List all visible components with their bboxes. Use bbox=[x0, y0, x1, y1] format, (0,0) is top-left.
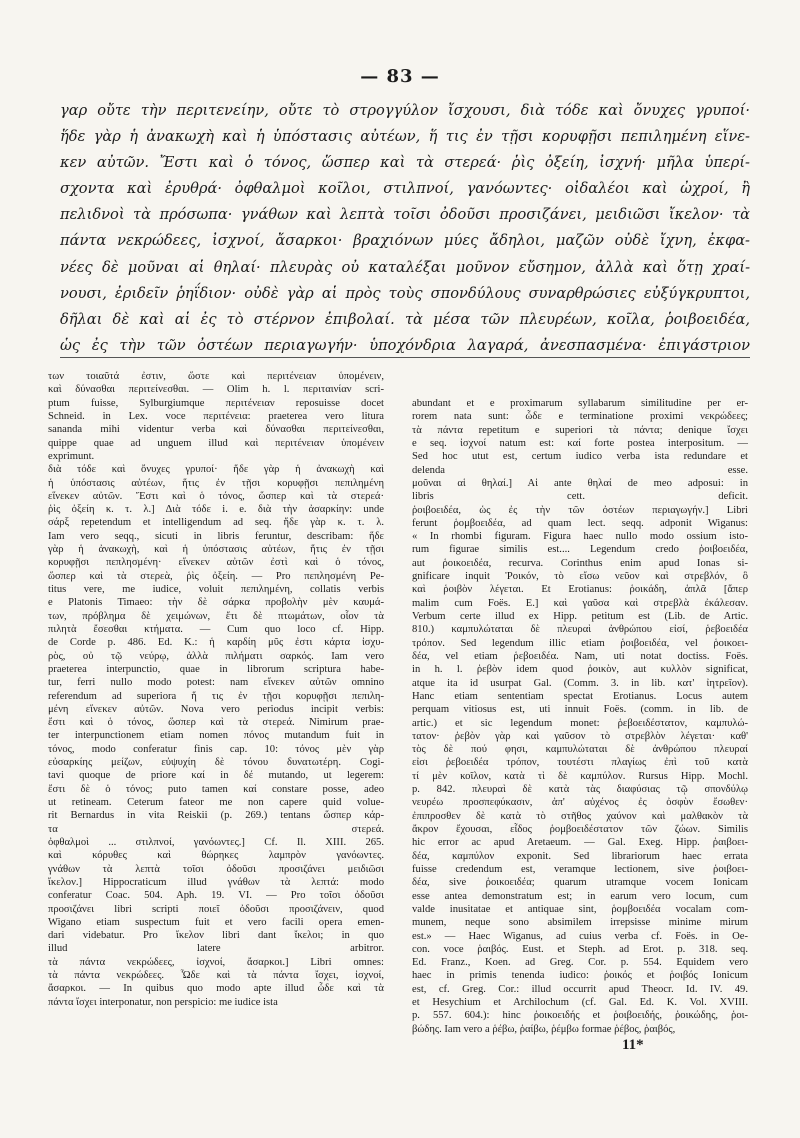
main-text-line: δῆλαι δὲ καὶ αἱ ἐς τὸ στέρνον ἐπιβολαί. τὰ μέσα τῶν πλευρέων, κοῖλα, ῥοιβοειδέα, bbox=[60, 310, 750, 328]
footnotes-right-column bbox=[412, 370, 748, 1036]
footnote-line: Verbum certe illud ex Hipp. petitum est (Lib. de Artic. bbox=[412, 611, 748, 622]
footnote-line: est, cf. Greg. Cor.: illud occurrit apud Theocr. Id. IV. 49. bbox=[412, 983, 748, 995]
footnote-line: p. 557. 604.): hinc ῥοικοειδής et ῥοιβοειδής, ῥοικώδης, ῥοι- bbox=[412, 1010, 748, 1022]
main-text-line: νέες δὲ μοῦναι αἱ θηλαί· πλευρὰς οὐ καταλέξαι μοῦνον εὔσημον, ἀλλὰ καὶ ὅτῃ χραί- bbox=[60, 258, 750, 276]
main-text-line: νουσι, ἐριδεῖν ῥηΐδιον· οὐδὲ γὰρ αἱ πρὸς τοὺς σπονδύλους συναρθρώσιες εὐξύγκρυπτοι, bbox=[60, 284, 750, 302]
main-text-line: ἥδε γὰρ ἡ ἀνακωχὴ καὶ ἡ ὑπόστασις αὐτέων, ἥ τις ἐν τῇσι κορυφῇσι πεπιλημένη εἵνε- bbox=[60, 128, 750, 146]
footnote-line: ἔστι καὶ ὁ τόνος, ὥσπερ καὶ τὰ στερεά. Nimirum prae- bbox=[48, 717, 384, 729]
column-top-gap bbox=[412, 370, 748, 397]
footnote-line: τί μὲν κοῖλον, κατὰ τὶ δὲ καμπύλον. Rursus Hipp. Mochl. bbox=[412, 770, 748, 782]
footnote-line: προσιζάνει libri scripti ποιεῖ ὀδοῦσι προσιζάνειν, quod bbox=[48, 903, 384, 915]
footnote-line: malim cum Foës. E.] καὶ γαῦσα καὶ στρεβλὰ ἐκάλεσαν. bbox=[412, 597, 748, 609]
footnote-line: τὰ πάντα νεκρώδεες. Ὧδε καὶ τὰ πάντα ἴσχει, ἰσχνοί, bbox=[48, 970, 384, 982]
footnote-line: των, πρόβλημα δὲ χειμώνων, ἔτι δὲ πτωμάτων, οἷον τὰ bbox=[48, 610, 384, 622]
footnote-line: delenda esse. bbox=[412, 464, 748, 476]
footnote-line: εἰσι ῥεβοειδέα τρόπον, τουτέστι πλαγίως ἐπὶ τοῦ κατὰ bbox=[412, 757, 748, 769]
footnote-line: in h. l. ῥεβὸν idem quod ῥοικὸν, aut κυλλὸν significat, bbox=[412, 664, 748, 676]
page-number: — 83 — bbox=[360, 66, 440, 87]
footnote-line: rum figurae similis est.... Legendum credo ῥοιβοειδέα, bbox=[412, 544, 748, 556]
footnote-line: referendum ad superiora ἥ τις ἐν τῇσι κορυφῇσι πεπιλη- bbox=[48, 690, 384, 702]
footnote-line: exprimunt. bbox=[48, 450, 95, 462]
footnote-line: τὰ πάντα νεκρώδεες, ἰσχνοί, ἄσαρκοι.] Libri omnes: bbox=[48, 956, 384, 968]
footnote-line: sananda mihi videntur verba καὶ δύνασθαι περιτείνεσθαι, bbox=[48, 424, 384, 436]
footnote-line: Wigano etiam suspectum fuit et vero facili opera emen- bbox=[48, 916, 384, 928]
main-text-line: γαρ οὔτε τὴν περιτενείην, οὔτε τὸ στρογγύλον ἴσχουσι, διὰ τόδε καὶ ὄνυχες γρυποί· bbox=[60, 102, 750, 119]
footnote-line: valde inusitatae et antiquae sint, ῥομβοειδέα vocalam com- bbox=[412, 903, 748, 915]
footnote-line: rit Bernardus in vita Reiskii (p. 269.) tentans ὥσπερ κάρ- bbox=[48, 810, 384, 822]
footnote-line: Ed. Franz., Koen. ad Greg. Cor. p. 554. Equidem vero bbox=[412, 957, 748, 969]
footnote-line: e Platonis Timaeo: τὴν δὲ σάρκα προβολὴν μὲν καυμά- bbox=[48, 597, 384, 609]
main-text-line: σχοντα καὶ ἐρυθρά· ὀφθαλμοὶ κοῖλοι, στιλπνοί, γανόωντες· οἰδαλέοι καὶ ὠχροί, ἢ bbox=[60, 180, 750, 198]
footnote-line: praeterea interpunctio, quae in librorum scriptura habe- bbox=[48, 663, 384, 675]
footnote-line: ὀφθαλμοὶ ... στιλπνοί, γανόωντες.] Cf. Il. XIII. 265. bbox=[48, 836, 384, 848]
footnote-line: ἄσαρκοι. — In quibus quo modo apte illud ὧδε καὶ τὰ bbox=[48, 983, 384, 995]
footnote-line: Hanc etiam sententiam spectat Erotianus. Locus autem bbox=[412, 690, 748, 702]
footnote-line: τρόπον. Sed legendum illic etiam ῥοιβοειδέα, vel ῥοικοει- bbox=[412, 637, 748, 649]
footnote-line: Iam vero seqq., sicuti in libris feruntur, describam: ἥδε bbox=[48, 530, 384, 542]
footnote-line: τόνος, modo conferatur finis cap. 10: τόνος μὲν γὰρ bbox=[48, 743, 384, 755]
footnote-line: εἵνεκεν αὐτῶν. Ἔστι καὶ ὁ τόνος, ὥσπερ καὶ τὰ στερεά· bbox=[48, 490, 384, 502]
footnote-line: quippe quae ad unguem illud καὶ περιτένειαν ὑπομένειν bbox=[48, 437, 384, 449]
footnote-line: haec in primis tenenda iudico: ῥοικός et ῥοιβός Ionicum bbox=[412, 970, 748, 982]
footnote-line: τὰ πάντα repetitum e superiori τὰ πάντα; denique ἴσχει bbox=[412, 424, 748, 436]
footnote-line: τὸς δὲ πού φησι, καμπυλώταται δὲ ἀνθρώπου πλευραί bbox=[412, 744, 748, 756]
main-text-line: πελιδνοὶ τὰ πρόσωπα· γνάθων καὶ λεπτὰ τοῖσι ὀδοῦσι προσιζάνει, μειδιῶσι ἴκελον· τὰ bbox=[60, 206, 750, 224]
main-greek-text bbox=[60, 98, 750, 359]
footnote-line: ter interpunctionem etiam nomen πόνος mutandum fuit in bbox=[48, 730, 384, 742]
footnote-line: καὶ δύνασθαι περιτείνεσθαι. — Olim h. l. περιταινίαν scri- bbox=[48, 384, 384, 396]
footnote-line: ἴκελον.] Hippocraticum illud γνάθων τὰ λεπτά: modo bbox=[48, 876, 384, 888]
signature-mark: 11* bbox=[622, 1037, 644, 1053]
footnote-line: fuisse credendum est, veramque lectionem, sive ῥοιβοει- bbox=[412, 863, 748, 875]
footnote-line: πάντα ἴσχει interponatur, non perspicio: me iudice ista bbox=[48, 996, 278, 1008]
footnote-line: « In rhombi figuram. Figura haec nullo modo ossium isto- bbox=[412, 531, 748, 543]
main-text-line: ὡς ἐς τὴν τῶν ὀστέων περιαγωγήν· ὑποχόνδρια λαγαρά, ἀνεσπασμένα· ἐπιγάστριον bbox=[60, 336, 750, 354]
footnote-line: ῥοιβοειδέα, ὡς ἐς τὴν τῶν ὀστέων περιαγωγήν.] Libri bbox=[412, 504, 748, 516]
footnote-line: γνάθων τὰ λεπτὰ τοῖσι ὀδοῦσι προσιζάνει μειδιῶσι bbox=[48, 863, 384, 875]
footnote-line: e seq. ἰσχνοί natum est: καί forte postea interpositum. — bbox=[412, 437, 748, 449]
main-text-line: κεν αὐτῶν. Ἔστι καὶ ὁ τόνος, ὥσπερ καὶ τὰ στερεά· ῥὶς ὀξείη, ἰσχνή· μῆλα ὑπερί- bbox=[60, 154, 750, 172]
footnote-line: Schneid. in Lex. voce περιτένεια: praeterea vero litura bbox=[48, 410, 384, 422]
footnote-line: ὥσπερ καὶ τὰ στερεὰ, ῥὶς ὀξείη. — Pro πεπλησμένη Pe- bbox=[48, 570, 384, 582]
footnote-line: rorem nata sunt: ὧδε e terminatione proximi νεκρώδεες; bbox=[412, 411, 748, 423]
footnote-line: τατον· ῥεβὸν γὰρ καὶ γαῦσον τὸ στρεβλὸν λέγεται· καθ' bbox=[412, 730, 748, 742]
footnote-line: δέα, vel etiam ῥεβοειδέα. Nam, uti notat doctiss. Foës. bbox=[412, 650, 748, 662]
footnote-line: ἄκρον ἔχουσαι, εἶδος ῥομβοειδέστατον τῶν ζώων. Similis bbox=[412, 824, 748, 835]
footnote-line: ἐπιπροσθεν δὲ κατὰ τὸ στῆθος χαύνον καὶ μαλθακὸν τὰ bbox=[412, 810, 748, 822]
footnote-line: διὰ τόδε καὶ ὄνυχες γρυποί· ἥδε γὰρ ἡ ἀνακωχὴ καὶ bbox=[48, 464, 384, 476]
footnote-line: εὐσαρκίης μείζων, εὐψυχίη δὲ τόνου δυνατωτέρη. Cogi- bbox=[48, 757, 384, 769]
footnote-line: 810.) καμπυλώταται δὲ πλευραὶ ἀνθρώπου εἰσί, ῥεβοειδέα bbox=[412, 624, 748, 636]
footnote-line: gnificare inquit Ῥοικόν, τὸ εἴσω νεῦον καὶ στρεβλόν, ὃ bbox=[412, 571, 748, 583]
footnote-line: καὶ ῥοιβὸν λέγεται. Et Erotianus: ῥοικάδη, ἁπλᾶ [ἅπερ bbox=[412, 584, 748, 596]
footnote-line: ῥὶς ὀξείη κ. τ. λ.] Διὰ τόδε i. e. διὰ τὴν ἀσαρκίην: unde bbox=[48, 504, 384, 516]
footnotes-left-column bbox=[48, 370, 384, 1009]
footnote-line: munem, neque sono absimilem irrepsisse minime mirum bbox=[412, 917, 748, 929]
footnote-line: libris cett. deficit. bbox=[412, 491, 748, 503]
footnote-line: κορυφῇσι πεπλησμένη· εἵνεκεν αὐτῶν ἐστὶ καὶ ὁ τόνος, bbox=[48, 557, 384, 569]
footnote-line: hic error ac apud Aretaeum. — Gal. Exeg. Hipp. ῥαιβοει- bbox=[412, 837, 748, 849]
footnote-line: νευρέω προσπεφύκασιν, ἀπ' αὐχένος ἐς ὀσφὺν ἔσωθεν· bbox=[412, 797, 748, 809]
footnote-line: p. 842. πλευραὶ δὲ κατὰ τὰς διαφύσιας τῷ σπονδύλῳ bbox=[412, 784, 748, 796]
footnote-line: et Hesychium et Archilochum (cf. Gal. Ed. K. Vol. XVIII. bbox=[412, 997, 748, 1009]
footnote-line: καὶ κόρυθες καὶ θώρηκες λαμπρὸν γανόωντες. bbox=[48, 850, 384, 862]
footnote-line: ptum fuisse, Sylburgiumque περιτένειαν reposuisse docet bbox=[48, 397, 384, 409]
footnote-line: τα στερεά. bbox=[48, 823, 384, 835]
footnote-line: ἡ ὑπόστασις αὐτέων, ἥτις ἐν τῇσι κορυφῇσι πεπιλημένη bbox=[48, 477, 384, 489]
footnote-line: con. voce ῥαιβός. Eust. et Steph. ad Erot. p. 318. seq. bbox=[412, 943, 748, 955]
footnote-line: conferatur Coac. 504. Aph. 19. VI. — Pro τοῖσι ὀδοῦσι bbox=[48, 890, 384, 902]
footnote-line: ferunt ῥομβοειδέα, ad quam lect. seqq. adponit Wiganus: bbox=[412, 517, 748, 529]
footnote-line: ρὸς, οὐ τῷ νεύρῳ, ἀλλὰ πιλήματι σαρκός. Iam vero bbox=[48, 650, 384, 662]
footnote-line: Sed hoc utut est, certum iudico verba ista redundare et bbox=[412, 451, 748, 463]
footnote-line: βώδης. Iam vero a ῥέβω, ῥαίβω, ῥέμβω formae ῥέβος, ῥαιβός, bbox=[412, 1023, 676, 1035]
footnote-line: μένη εἵνεκεν αὐτῶν. Nova vero periodus incipit verbis: bbox=[48, 703, 384, 715]
right-column-lines bbox=[412, 397, 748, 1036]
footnote-line: artic.) et sic legendum monet: ῥεβοειδέστατον, καμπυλώ- bbox=[412, 717, 748, 729]
main-text-line: πάντα νεκρώδεες, ἰσχνοί, ἄσαρκοι· βραχιόνων μύες ἄδηλοι, μαζῶν οὐδὲ ἴχνη, ἐκφα- bbox=[60, 232, 750, 250]
footnote-line: abundant et e proximarum syllabarum similitudine per er- bbox=[412, 398, 748, 409]
footnote-line: illud latere arbitror. bbox=[48, 943, 384, 955]
footnote-line: των τοιαῦτά ἐστιν, ὥστε καὶ περιτένειαν ὑπομένειν, bbox=[48, 371, 384, 382]
footnote-line: δέα, sive ῥοικοειδέα; quarum utramque vocem Ionicam bbox=[412, 877, 748, 889]
footnote-line: tur, ferri nullo modo potest: nam εἵνεκεν αὐτῶν omnino bbox=[48, 677, 384, 689]
footnote-line: ἔστι δὲ ὁ τόνος; puto tamen καί constare posse, adeo bbox=[48, 783, 384, 795]
footnote-line: πιλητὰ ἔσεσθαι κτήματα. — Cum quo loco cf. Hipp. bbox=[48, 623, 384, 635]
footnote-line: esse antea demonstratum est; in earum vero locum, cum bbox=[412, 890, 748, 902]
footnote-divider bbox=[60, 357, 750, 358]
footnote-line: atque ita id usurpat Gal. (Comm. 3. in lib. κατ' ἰητρεῖον). bbox=[412, 677, 748, 689]
footnote-line: est.» — Haec Wiganus, ad cuius verba cf. Foës. in Oe- bbox=[412, 930, 748, 942]
footnote-line: dari videbatur. Pro ἴκελον libri dant ἴκελοι; in quo bbox=[48, 930, 384, 942]
footnote-line: ut retineam. Ceterum fateor me non capere quid volue- bbox=[48, 797, 384, 808]
footnote-line: aut ῥοικοειδέα, recurva. Corinthus enim apud Ionas si- bbox=[412, 557, 748, 569]
footnote-line: δέα, καμπύλον exponit. Sed librariorum haec errata bbox=[412, 850, 748, 862]
footnote-line: tavi quoque de priore καί in δέ mutando, ut legerem: bbox=[48, 770, 384, 782]
footnote-line: γὰρ ἡ ἀνακωχὴ, καὶ ἡ ὑπόστασις αὐτέων, ἥτις ἐν τῇσι bbox=[48, 544, 384, 556]
footnote-line: de Corde p. 486. Ed. K.: ἡ καρδίη μῦς ἐστι κάρτα ἰσχυ- bbox=[48, 637, 384, 649]
footnote-line: perquam vitiosus est, uti innuit Foës. (comm. in lib. de bbox=[412, 704, 748, 716]
footnote-line: titus vere, me iudice, voluit πεπιλημένη, collatis verbis bbox=[48, 584, 384, 595]
footnote-line: σάρξ repetendum et intelligendum ad seq. ἥδε γὰρ κ. τ. λ. bbox=[48, 517, 384, 529]
footnote-line: μοῦναι αἱ θηλαί.] Αἱ ante θηλαί de meo adposui: in bbox=[412, 477, 748, 489]
